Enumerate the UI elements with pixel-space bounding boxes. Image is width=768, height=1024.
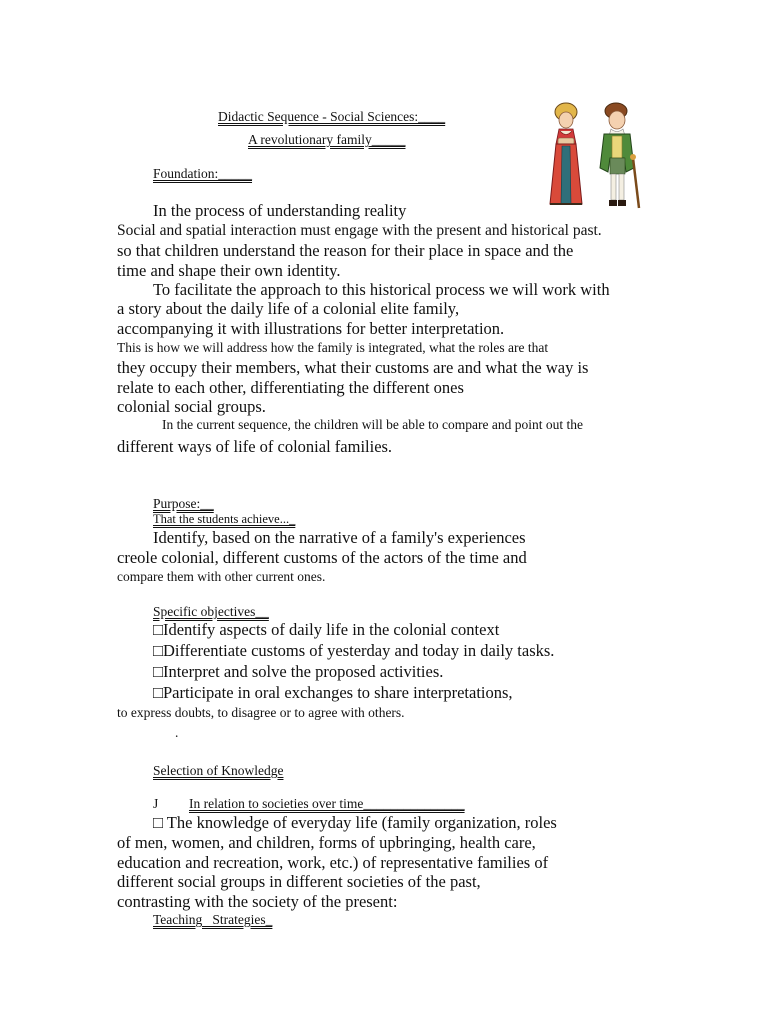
checkbox-bullet-icon: □ <box>153 620 163 639</box>
foundation-heading: Foundation:_____ <box>153 166 253 181</box>
purpose-line: compare them with other current ones. <box>117 569 326 584</box>
strategies-heading: Teaching Strategies_ <box>153 912 273 927</box>
foundation-line: Social and spatial interaction must engage with the present and historical past. <box>117 222 602 239</box>
checkbox-bullet-icon: □ <box>153 683 163 702</box>
knowledge-relation: In relation to societies over time_______________ <box>189 796 465 811</box>
objective-item: □Differentiate customs of yesterday and today in daily tasks. <box>153 641 555 660</box>
knowledge-line: education and recreation, work, etc.) of representative families of <box>117 853 549 872</box>
foundation-line: a story about the daily life of a colonial elite family, <box>117 299 460 318</box>
foundation-line: In the process of understanding reality <box>153 201 407 220</box>
document-title: Didactic Sequence - Social Sciences:____ <box>218 109 446 124</box>
document-subtitle: A revolutionary family_____ <box>248 132 406 147</box>
woman-figure <box>550 103 582 204</box>
colonial-family-illustration <box>538 98 650 213</box>
objective-item: □Interpret and solve the proposed activities. <box>153 662 444 681</box>
knowledge-line: different social groups in different societies of the past, <box>117 872 481 891</box>
objectives-heading: Specific objectives__ <box>153 604 269 619</box>
foundation-line: To facilitate the approach to this historical process we will work with <box>153 280 610 299</box>
purpose-heading: Purpose:__ <box>153 496 214 511</box>
foundation-line: different ways of life of colonial families. <box>117 437 393 456</box>
knowledge-heading: Selection of Knowledge <box>153 763 284 778</box>
purpose-subheading: That the students achieve..._ <box>153 512 296 526</box>
foundation-line: time and shape their own identity. <box>117 261 341 280</box>
objective-item: □Participate in oral exchanges to share interpretations, <box>153 683 513 702</box>
checkbox-bullet-icon: □ <box>153 662 163 681</box>
checkbox-bullet-icon: □ <box>153 813 163 832</box>
objective-continuation: to express doubts, to disagree or to agree with others. <box>117 705 405 720</box>
stray-dot: . <box>175 725 179 740</box>
foundation-line: so that children understand the reason for their place in space and the <box>117 241 574 260</box>
knowledge-line: □ The knowledge of everyday life (family organization, roles <box>153 813 557 832</box>
purpose-line: creole colonial, different customs of the actors of the time and <box>117 548 527 567</box>
foundation-line: accompanying it with illustrations for better interpretation. <box>117 319 505 338</box>
foundation-line: colonial social groups. <box>117 397 266 416</box>
purpose-line: Identify, based on the narrative of a family's experiences <box>153 528 526 547</box>
knowledge-line: of men, women, and children, forms of upbringing, health care, <box>117 833 536 852</box>
knowledge-line: contrasting with the society of the present: <box>117 892 398 911</box>
objective-item: □Identify aspects of daily life in the colonial context <box>153 620 500 639</box>
checkbox-bullet-icon: □ <box>153 641 163 660</box>
foundation-line: This is how we will address how the family is integrated, what the roles are that <box>117 340 549 355</box>
foundation-line: they occupy their members, what their customs are and what the way is <box>117 358 589 377</box>
knowledge-marker: J <box>153 796 159 811</box>
man-figure <box>600 103 639 208</box>
foundation-line: In the current sequence, the children will be able to compare and point out the <box>162 417 583 432</box>
foundation-line: relate to each other, differentiating the different ones <box>117 378 464 397</box>
